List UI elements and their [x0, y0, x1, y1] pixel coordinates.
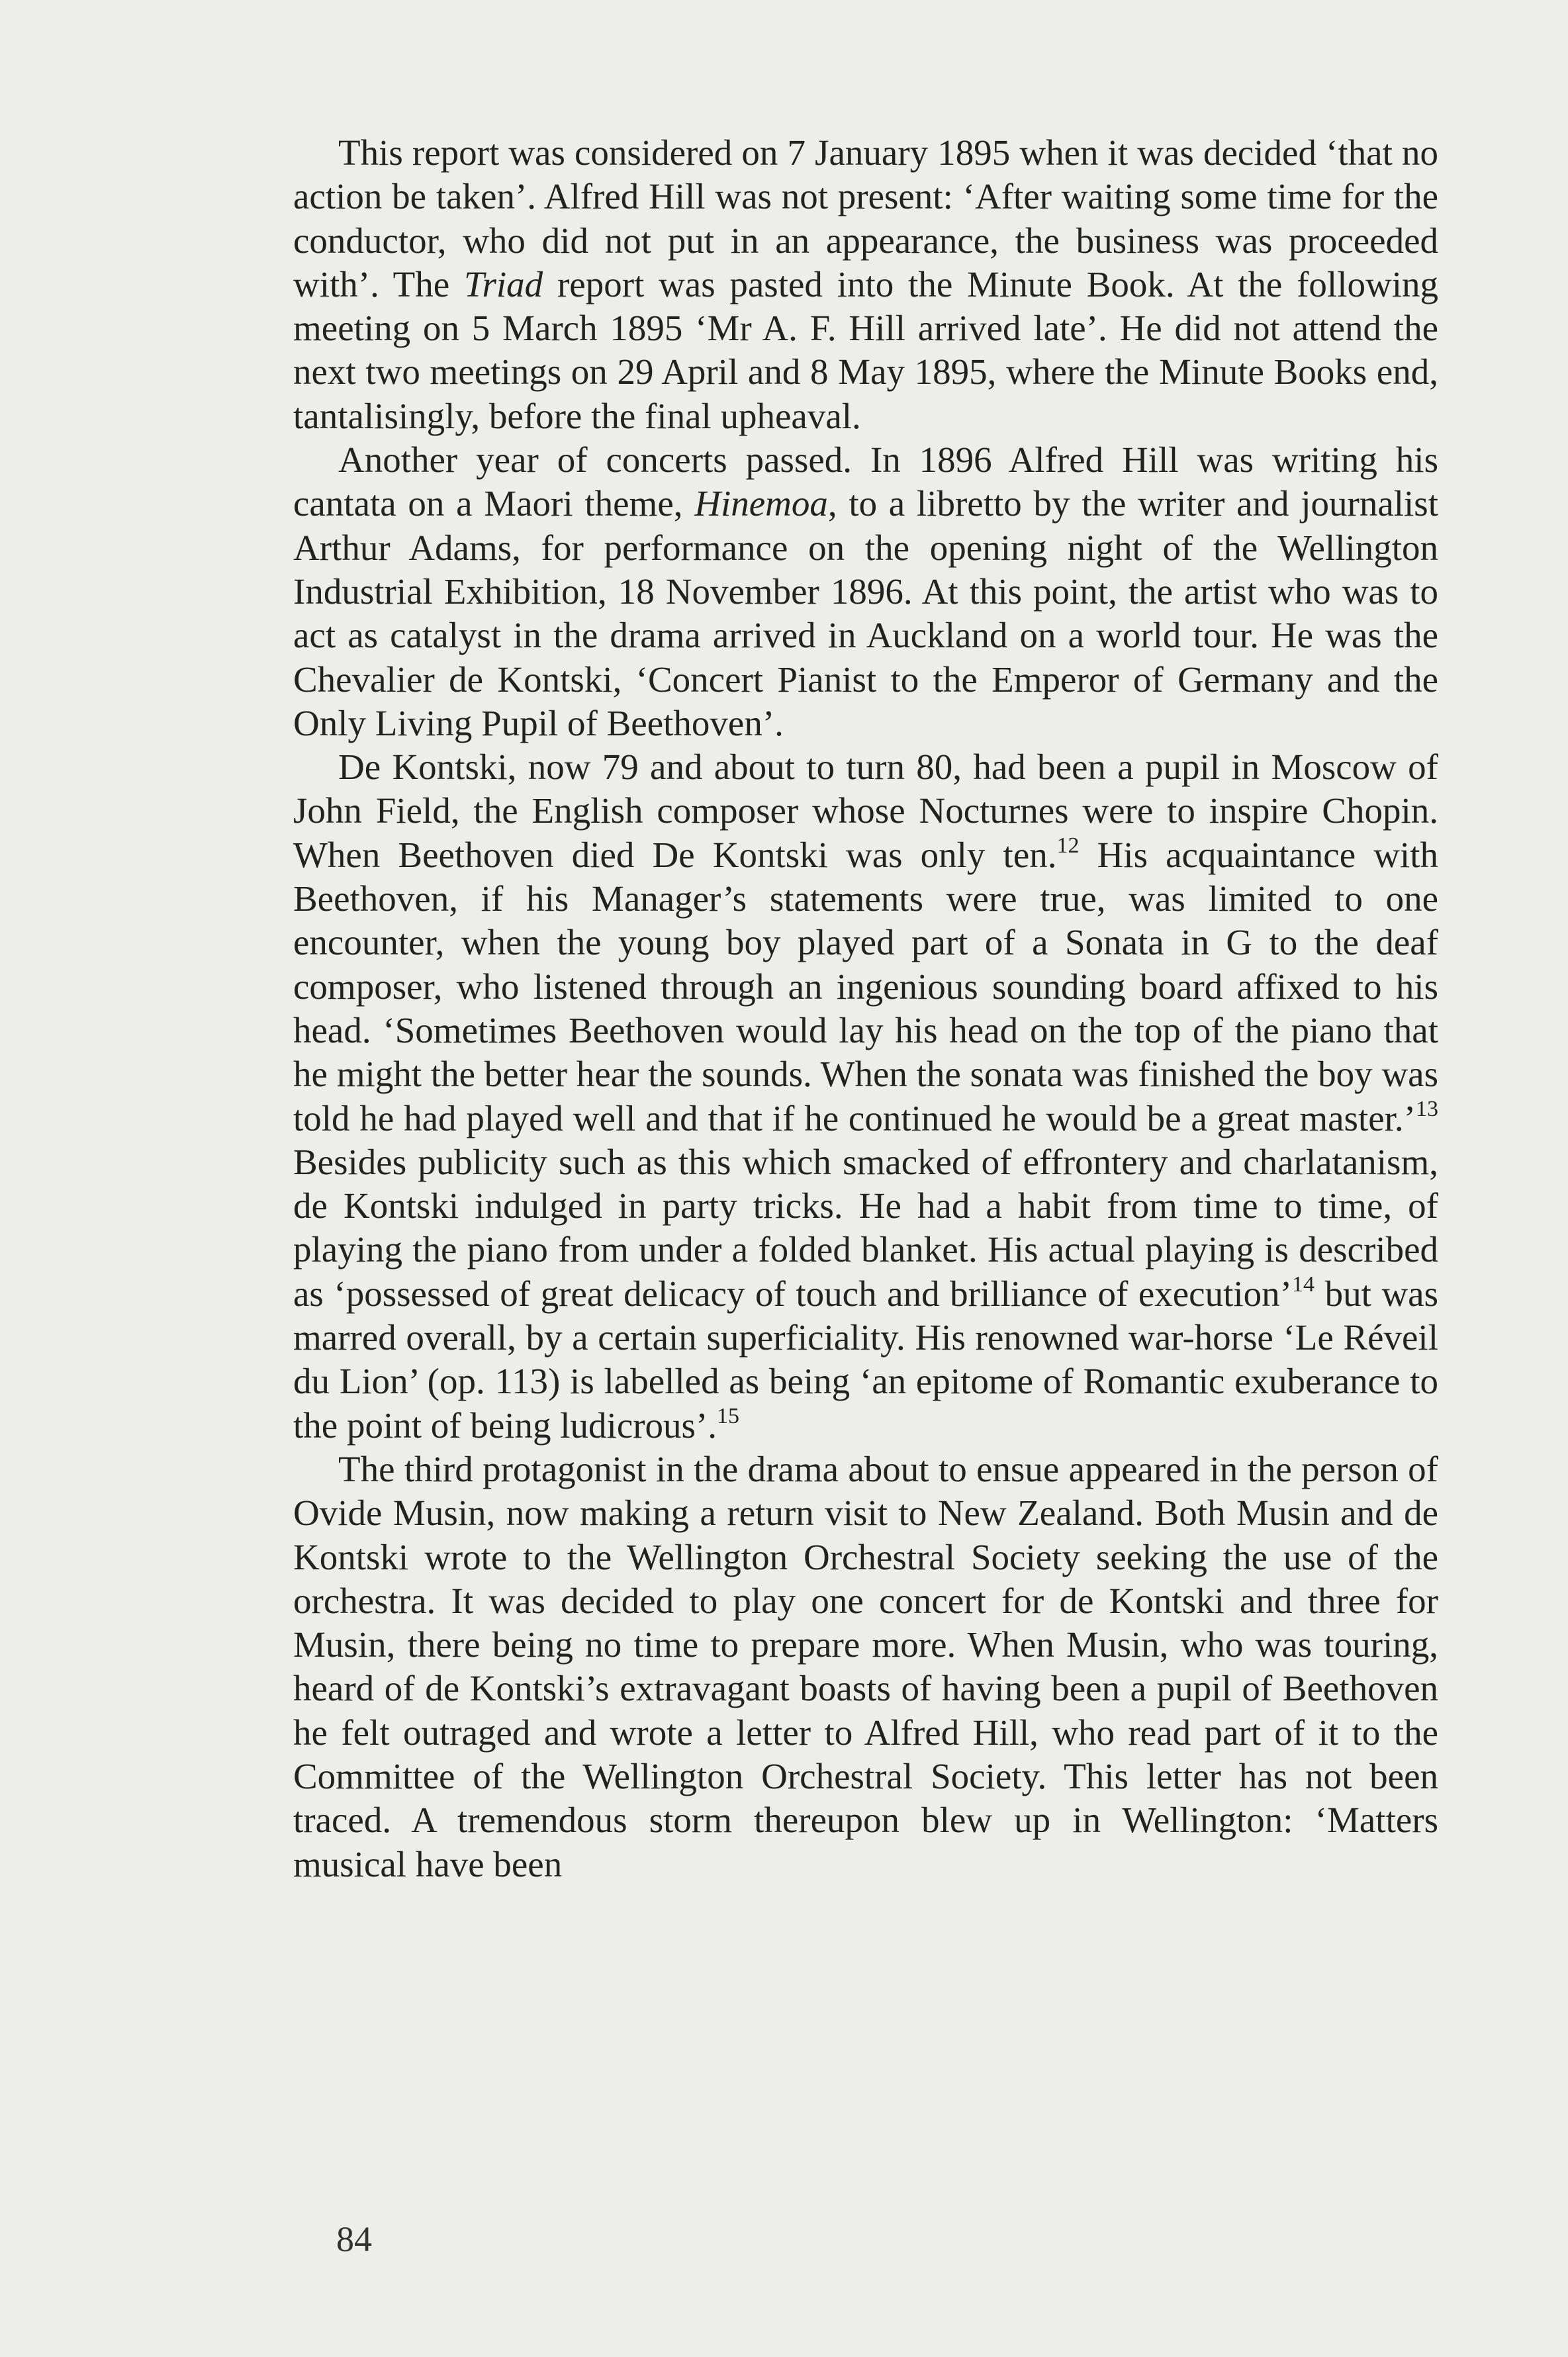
- paragraph-1-part-2: report was pasted into the Minute Book. At the following meeting on 5 March 1895 ‘Mr A. F. Hill arrived late’. He did not attend the next two meetings on 29 April and 8 May 1895, where the Minute Books end, tantalisingly, before the final upheaval.: [293, 263, 1438, 436]
- paragraph-2-part-1: Another year of concerts passed. In 1896 Alfred Hill was writing his cantata on a Maori theme,: [293, 439, 1438, 524]
- footnote-ref-15: 15: [717, 1403, 740, 1428]
- paragraph-3-part-4: but was marred overall, by a certain superficiality. His renowned war-horse ‘Le Réveil du Lion’ (op. 113) is labelled as being ‘an epitome of Romantic exuberance to the point of being ludicrous’.: [293, 1273, 1438, 1446]
- body-text: [293, 131, 1438, 1886]
- journal-title-triad: Triad: [463, 263, 543, 304]
- paragraph-3-part-3: Besides publicity such as this which smacked of effrontery and charlatanism, de Kontski indulged in party tricks. He had a habit from time to time, of playing the piano from under a folded blanket. His actual playing is described as ‘possessed of great delicacy of touch and brilliance of execution’: [293, 1141, 1438, 1314]
- paragraph-2-part-2: , to a libretto by the writer and journalist Arthur Adams, for performance on the opening night of the Wellington Industrial Exhibition, 18 November 1896. At this point, the artist who was to act as catalyst in the drama arrived in Auckland on a world tour. He was the Chevalier de Kontski, ‘Concert Pianist to the Emperor of Germany and the Only Living Pupil of Beethoven’.: [293, 483, 1438, 743]
- paragraph-3-part-1: De Kontski, now 79 and about to turn 80, had been a pupil in Moscow of John Field, the English composer whose Nocturnes were to inspire Chopin. When Beethoven died De Kontski was only ten.: [293, 747, 1438, 875]
- paragraph-1-part-1: This report was considered on 7 January 1895 when it was decided ‘that no action be taken’. Alfred Hill was not present: ‘After waiting some time for the conductor, who did not put in an appearance, the business was proceeded with’. The: [293, 132, 1438, 304]
- paragraph-3-part-2: His acquaintance with Beethoven, if his Manager’s statements were true, was limited to one encounter, when the young boy played part of a Sonata in G to the deaf composer, who listened through an ingenious sounding board affixed to his head. ‘Sometimes Beethoven would lay his head on the top of the piano that he might the better hear the sounds. When the sonata was finished the boy was told he had played well and that if he continued he would be a great master.’: [293, 834, 1438, 1138]
- work-title-hinemoa: Hinemoa: [694, 483, 828, 524]
- paragraph-1: [293, 131, 1438, 438]
- paragraph-3: [293, 745, 1438, 1448]
- page-number: 84: [336, 2219, 372, 2259]
- footnote-ref-12: 12: [1056, 833, 1080, 858]
- footnote-ref-14: 14: [1291, 1271, 1314, 1297]
- paragraph-2: [293, 438, 1438, 745]
- paragraph-4-part-1: The third protagonist in the drama about to ensue appeared in the person of Ovide Musin, now making a return visit to New Zealand. Both Musin and de Kontski wrote to the Wellington Orchestral Society seeking the use of the orchestra. It was decided to play one concert for de Kontski and three for Musin, there being no time to prepare more. When Musin, who was touring, heard of de Kontski’s extravagant boasts of having been a pupil of Beethoven he felt outraged and wrote a letter to Alfred Hill, who read part of it to the Committee of the Wellington Orchestral Society. This letter has not been traced. A tremendous storm thereupon blew up in Wellington: ‘Matters musical have been: [293, 1448, 1438, 1884]
- paragraph-4: [293, 1448, 1438, 1886]
- footnote-ref-13: 13: [1416, 1096, 1438, 1121]
